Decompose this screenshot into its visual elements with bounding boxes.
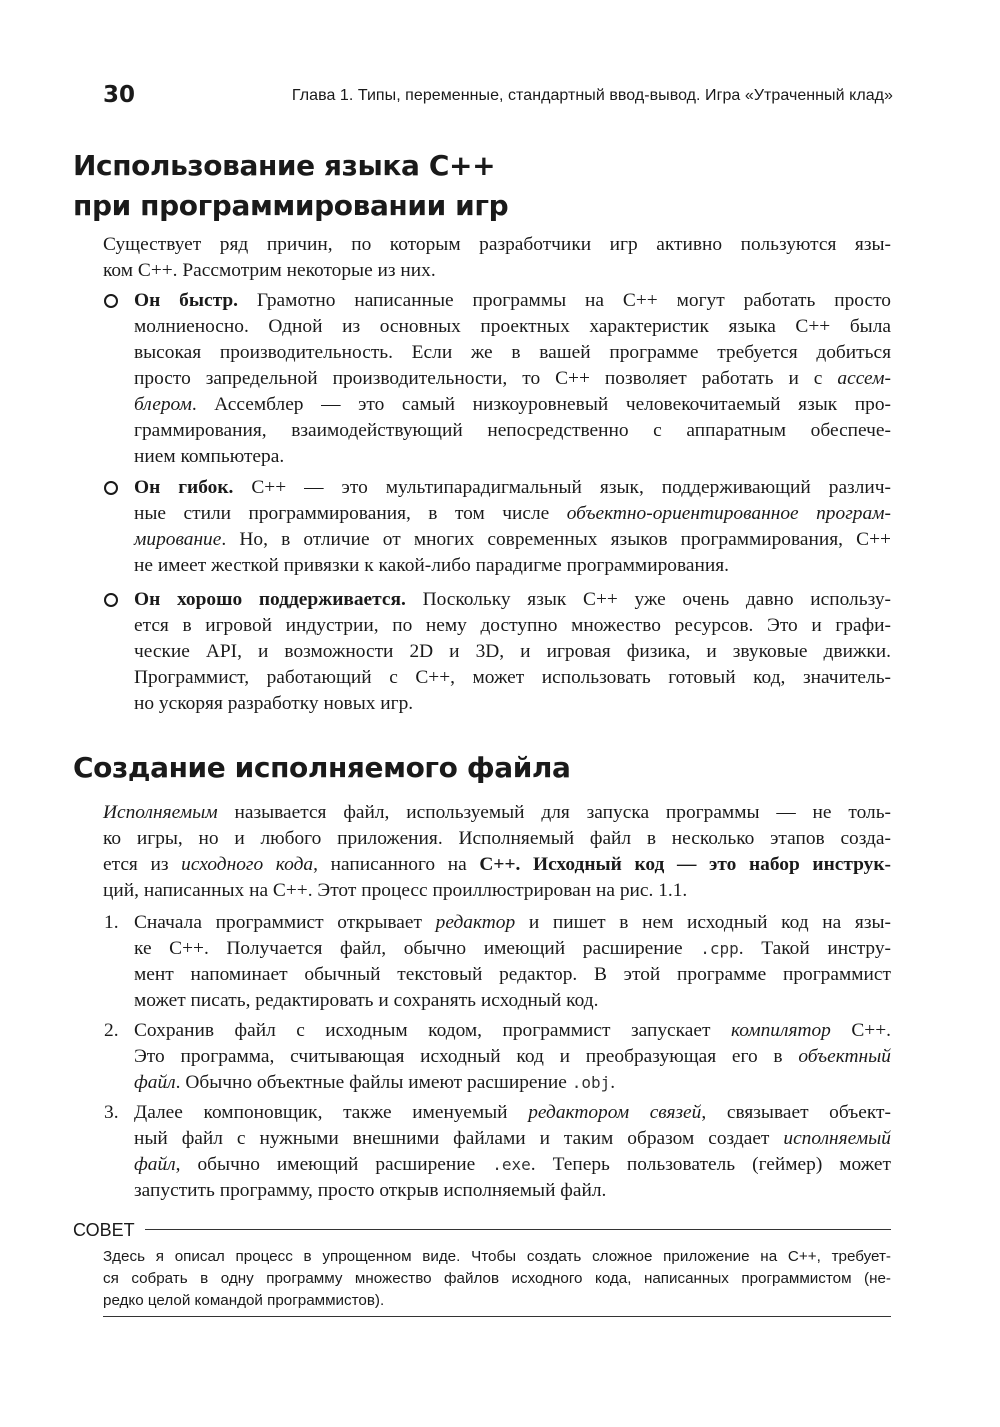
section-heading-line: Использование языка С++: [73, 149, 496, 182]
executable-intro-paragraph: Исполняемым называется файл, используемый для запуска программы — не толь- ко игры, но и любого приложения. Исполняемый файл в несколько этапов созда- ется из исходного кода, написанного на С++. Исходный код — это набор инструк- ций, написанных на С++. Этот процесс проиллюстрирован на рис. 1.1.: [103, 800, 891, 904]
bullet-lead: Он хорошо поддерживается.: [134, 589, 406, 610]
step-item-compiler: Сохранив файл с исходным кодом, программист запускает компилятор С++. Это программа, считывающая исходный код и преобразующая его в объектный файл. Обычно объектные файлы имеют расширение .obj.: [134, 1020, 891, 1093]
chapter-title: Глава 1. Типы, переменные, стандартный ввод-вывод. Игра «Утраченный клад»: [291, 87, 893, 104]
bullet-lead: Он гибок.: [134, 477, 234, 498]
italic-term: Исполняемым: [103, 802, 218, 823]
text-line: может писать, редактировать и сохранять исходный код.: [134, 990, 599, 1011]
italic-term: редактор: [435, 912, 516, 933]
tip-label: СОВЕТ: [73, 1220, 135, 1240]
text-line: редко целой командой программистов).: [103, 1292, 385, 1309]
text-line: граммирования, взаимодействующий непосредственно с аппаратным обеспече-: [134, 420, 891, 441]
text-line: не имеет жесткой привязки к какой-либо парадигме программирования.: [134, 555, 729, 576]
text-line: ций, написанных на С++. Этот процесс проиллюстрирован на рис. 1.1.: [103, 880, 688, 901]
bold-text: С++. Исходный код — это набор инструк-: [479, 854, 891, 875]
tip-bottom-rule: [103, 1316, 891, 1317]
bullet-item-fast: Он быстр. Грамотно написанные программы на С++ могут работать просто молниеносно. Одной из основных проектных характеристик языка С++ была высокая производительность. Если же в вашей программе требуется добиться просто запредельной производительности, то С++ позволяет работать и с ассем- блером. Ассемблер — это самый низкоуровневый человекочитаемый язык про- граммирования, взаимодействующий непосредственно с аппаратным обеспече- нием компьютера.: [134, 288, 891, 470]
text-line: но ускоряя разработку новых игр.: [134, 693, 414, 714]
step-item-editor: Сначала программист открывает редактор и пишет в нем исходный код на язы- ке С++. Получается файл, обычно имеющий расширение .cpp. Такой инстру- мент напоминает обычный текстовый редактор. В этой программе программист может писать, редактировать и сохранять исходный код.: [134, 910, 891, 1014]
section-heading-cpp-games: [73, 146, 508, 226]
tip-text: [103, 1246, 891, 1312]
section-heading-executable: Создание исполняемого файла: [73, 751, 571, 784]
italic-term: компилятор: [730, 1020, 831, 1041]
italic-term: исполняемый: [783, 1128, 891, 1149]
italic-term: редактором связей: [528, 1102, 702, 1123]
text-line: запустить программу, просто открыв исполняемый файл.: [134, 1180, 607, 1201]
italic-term: файл: [134, 1154, 176, 1175]
list-number: 3.: [104, 1102, 119, 1123]
italic-term: мирование: [134, 529, 222, 550]
step-item-linker: Далее компоновщик, также именуемый редактором связей, связывает объект- ный файл с нужными внешними файлами и таким образом создает исполняемый файл, обычно имеющий расширение .exe. Теперь пользователь (геймер) может запустить программу, просто открыв исполняемый файл.: [134, 1100, 891, 1204]
bullet-item-flexible: Он гибок. С++ — это мультипарадигмальный язык, поддерживающий различ- ные стили программирования, в том числе объектно-ориентированное програм- мирование. Но, в отличие от многих современных языков программирования, С++ не имеет жесткой привязки к какой-либо парадигме программирования.: [134, 475, 891, 579]
text-line: Программист, работающий с С++, может использовать готовый код, значитель-: [134, 667, 891, 688]
text-line: ческие API, и возможности 2D и 3D, и игровая физика, и звуковые движки.: [134, 641, 891, 662]
file-extension: .exe: [492, 1155, 531, 1174]
italic-term: блером: [134, 394, 192, 415]
bullet-marker: [104, 593, 118, 607]
section-heading-line: при программировании игр: [73, 189, 509, 222]
bullet-marker: [104, 294, 118, 308]
file-extension: .obj: [571, 1073, 611, 1092]
text-line: Существует ряд причин, по которым разработчики игр активно пользуются язы-: [103, 234, 891, 255]
italic-term: файл: [134, 1072, 176, 1093]
text-line: ется в игровой индустрии, по нему доступно множество ресурсов. Это и графи-: [134, 615, 891, 636]
running-header: [103, 84, 893, 112]
italic-term: объектно-ориентированное програм-: [566, 503, 891, 524]
intro-paragraph: [103, 232, 891, 284]
list-number: 1.: [104, 912, 119, 933]
list-number: 2.: [104, 1020, 119, 1041]
italic-term: объектный: [798, 1046, 891, 1067]
page-number: 30: [103, 82, 136, 108]
text-line: молниеносно. Одной из основных проектных характеристик языка С++ была: [134, 316, 891, 337]
text-line: Здесь я описал процесс в упрощенном виде. Чтобы создать сложное приложение на С++, требует-: [103, 1248, 891, 1265]
bullet-marker: [104, 481, 118, 495]
text-line: ко игры, но и любого приложения. Исполняемый файл в несколько этапов созда-: [103, 828, 891, 849]
file-extension: .cpp: [700, 939, 739, 958]
italic-term: исходного кода: [181, 854, 314, 875]
bullet-item-supported: Он хорошо поддерживается. Поскольку язык С++ уже очень давно использу- ется в игровой индустрии, по нему доступно множество ресурсов. Это и графи- ческие API, и возможности 2D и 3D, и игровая физика, и звуковые движки. Программист, работающий с С++, может использовать готовый код, значитель- но ускоряя разработку новых игр.: [134, 587, 891, 717]
italic-term: ассем-: [837, 368, 891, 389]
text-line: мент напоминает обычный текстовый редактор. В этой программе программист: [134, 964, 891, 985]
text-line: ком С++. Рассмотрим некоторые из них.: [103, 260, 436, 281]
text-line: высокая производительность. Если же в вашей программе требуется добиться: [134, 342, 891, 363]
text-line: ся собрать в одну программу множество файлов исходного кода, написанных программистом (не-: [103, 1270, 891, 1287]
tip-top-rule: [145, 1229, 891, 1230]
bullet-lead: Он быстр.: [134, 290, 238, 311]
text-line: нием компьютера.: [134, 446, 285, 467]
